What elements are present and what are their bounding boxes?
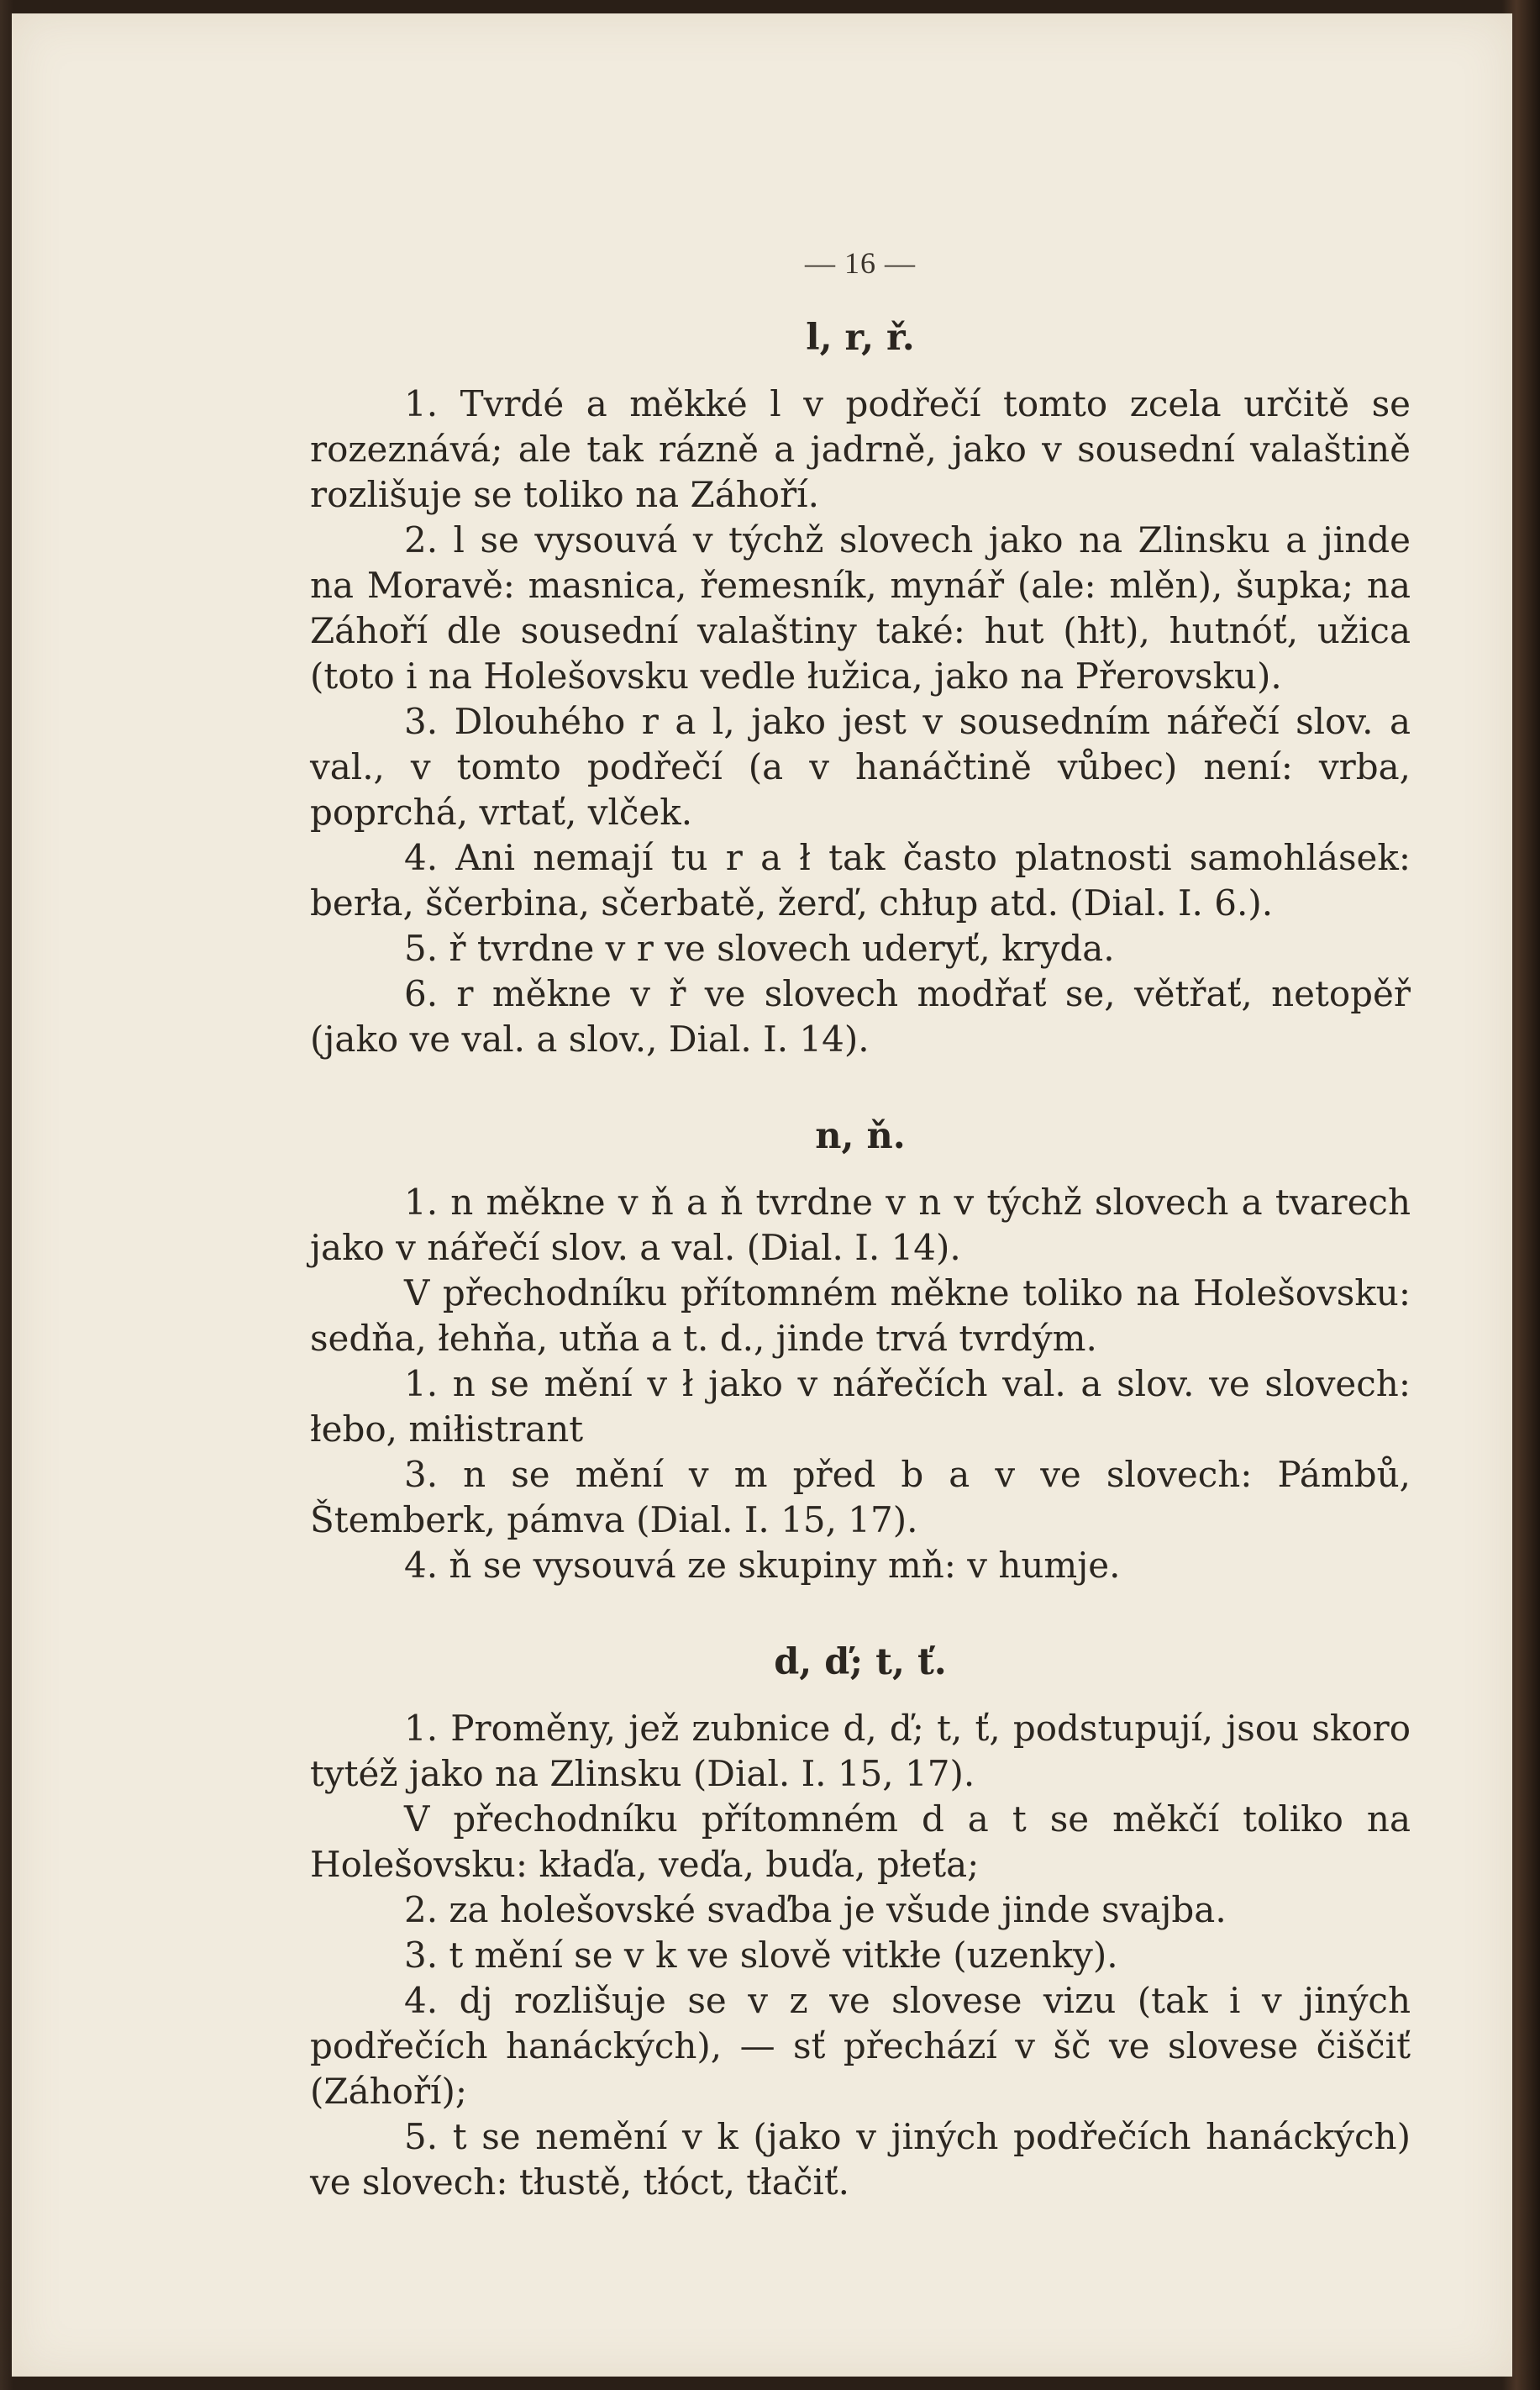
paragraph: 3. n se mění v m před b a v ve slovech: Pámbů, Štemberk, pámva (Dial. I. 15, 17). — [310, 1454, 1411, 1540]
paragraph: 2. za holešovské svaďba je všude jinde svajba. — [404, 1889, 1227, 1930]
paragraph: 1. n měkne v ň a ň tvrdne v n v týchž slovech a tvarech jako v nářečí slov. a val. (Dial. I. 14). — [310, 1182, 1411, 1268]
paragraph: V přechodníku přítomném měkne toliko na Holešovsku: sedňa, łehňa, utňa a t. d., jinde trvá tvrdým. — [310, 1272, 1411, 1359]
paragraph: 4. Ani nemají tu r a ł tak často platnosti samohlásek: berła, ščerbina, sčerbatě, žerď, chłup atd. (Dial. I. 6.). — [310, 837, 1411, 924]
paragraph: V přechodníku přítomném d a t se měkčí toliko na Holešovsku: kłaďa, veďa, buďa, płeťa; — [310, 1798, 1411, 1885]
paragraph: 3. t mění se v k ve slově vitkłe (uzenky). — [404, 1935, 1118, 1976]
paragraph: 1. Tvrdé a měkké l v podřečí tomto zcela určitě se rozeznává; ale tak rázně a jadrně, jako v sousední valaštině rozlišuje se toliko na Záhoří. — [310, 383, 1411, 515]
section-d-t — [310, 1639, 1411, 2205]
section-l-r — [310, 314, 1411, 1062]
paragraph: 4. dj rozlišuje se v z ve slovese vizu (tak i v jiných podřečích hanáckých), — sť přechází v šč ve slovese čiščiť (Záhoří); — [310, 1980, 1411, 2112]
section-heading: n, ň. — [815, 1115, 906, 1157]
paragraph: 5. ř tvrdne v r ve slovech uderyť, kryda. — [404, 928, 1115, 969]
paragraph: 5. t se nemění v k (jako v jiných podřečích hanáckých) ve slovech: tłustě, tłóct, tłačiť. — [310, 2116, 1411, 2203]
section-n — [310, 1113, 1411, 1588]
page-number: — 16 — — [805, 246, 916, 280]
paragraph: 2. l se vysouvá v týchž slovech jako na Zlinsku a jinde na Moravě: masnica, řemesník, mynář (ale: mlěn), šupka; na Záhoří dle sousední valaštiny také: hut (hłt), hutnóť, užica (toto i na Holešovsku vedle łužica, jako na Přerovsku). — [310, 519, 1411, 697]
section-heading: l, r, ř. — [806, 317, 915, 359]
page-content — [310, 240, 1411, 2205]
paragraph: 3. Dlouhého r a l, jako jest v sousedním nářečí slov. a val., v tomto podřečí (a v hanáčtině vůbec) není: vrba, poprchá, vrtať, vlček. — [310, 701, 1411, 833]
paragraph: 4. ň se vysouvá ze skupiny mň: v humje. — [404, 1545, 1121, 1586]
section-heading: d, ď; t, ť. — [774, 1641, 947, 1683]
paragraph: 1. Proměny, jež zubnice d, ď; t, ť, podstupují, jsou skoro tytéž jako na Zlinsku (Dial. I. 15, 17). — [310, 1708, 1411, 1794]
paragraph: 6. r měkne v ř ve slovech modřať se, větřať, netopěř (jako ve val. a slov., Dial. I. 14). — [310, 973, 1411, 1060]
book-page — [12, 13, 1512, 2377]
paragraph: 1. n se mění v ł jako v nářečích val. a slov. ve slovech: łebo, miłistrant — [310, 1363, 1411, 1450]
